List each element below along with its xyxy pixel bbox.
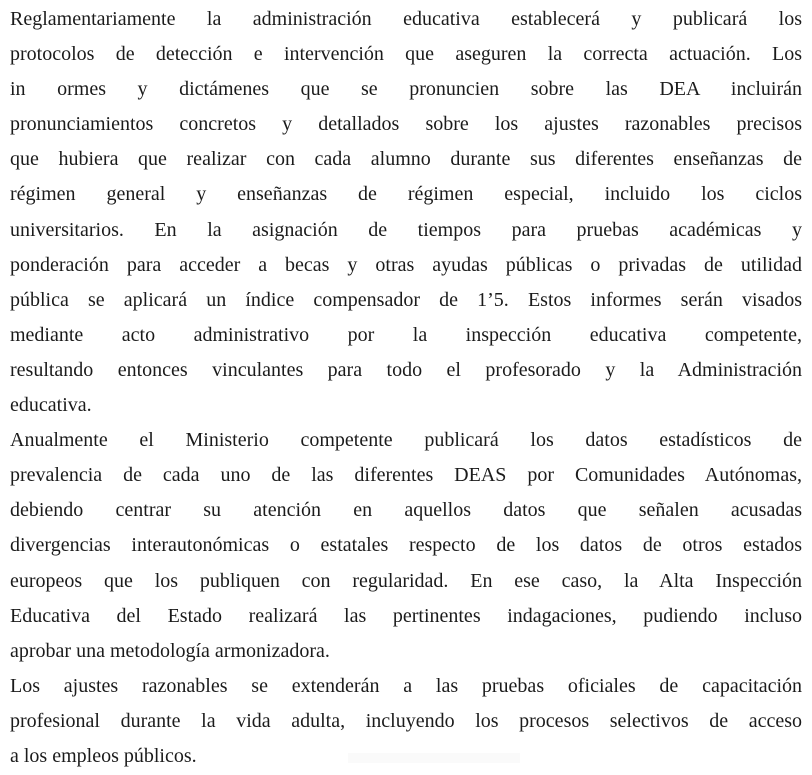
text-line: a los empleos públicos. [10,744,197,767]
text-line: europeos que los publiquen con regularidad. En ese caso, la Alta Inspección [10,569,802,592]
text-line: régimen general y enseñanzas de régimen especial, incluido los ciclos [10,183,802,206]
text-line: protocolos de detección e intervención que aseguren la correcta actuación. Los [10,43,802,66]
text-line: universitarios. En la asignación de tiempos para pruebas académicas y [10,218,802,241]
text-line: divergencias interautonómicas o estatales respecto de los datos de otros estados [10,534,802,557]
text-line: pública se aplicará un índice compensador de 1’5. Estos informes serán visados [10,288,802,311]
text-line: que hubiera que realizar con cada alumno durante sus diferentes enseñanzas de [10,148,802,171]
text-line: profesional durante la vida adulta, incluyendo los procesos selectivos de acceso [10,709,802,732]
text-line: in ormes y dictámenes que se pronuncien sobre las DEA incluirán [10,78,802,101]
text-block [10,2,802,774]
paragraph [10,2,802,423]
paragraph [10,423,802,669]
text-line: ponderación para acceder a becas y otras ayudas públicas o privadas de utilidad [10,253,802,276]
text-line: aprobar una metodología armonizadora. [10,639,330,662]
text-line: debiendo centrar su atención en aquellos datos que señalen acusadas [10,499,802,522]
text-line: mediante acto administrativo por la inspección educativa competente, [10,323,802,346]
text-line: pronunciamientos concretos y detallados sobre los ajustes razonables precisos [10,113,802,136]
footer-partial-box [348,753,520,763]
text-line: Los ajustes razonables se extenderán a las pruebas oficiales de capacitación [10,674,802,697]
text-line: prevalencia de cada uno de las diferentes DEAS por Comunidades Autónomas, [10,464,802,487]
text-line: Educativa del Estado realizará las pertinentes indagaciones, pudiendo incluso [10,604,802,627]
text-line: resultando entonces vinculantes para todo el profesorado y la Administración [10,358,802,381]
text-line: educativa. [10,394,92,417]
text-line: Reglamentariamente la administración educativa establecerá y publicará los [10,8,802,30]
text-line: Anualmente el Ministerio competente publicará los datos estadísticos de [10,429,802,452]
